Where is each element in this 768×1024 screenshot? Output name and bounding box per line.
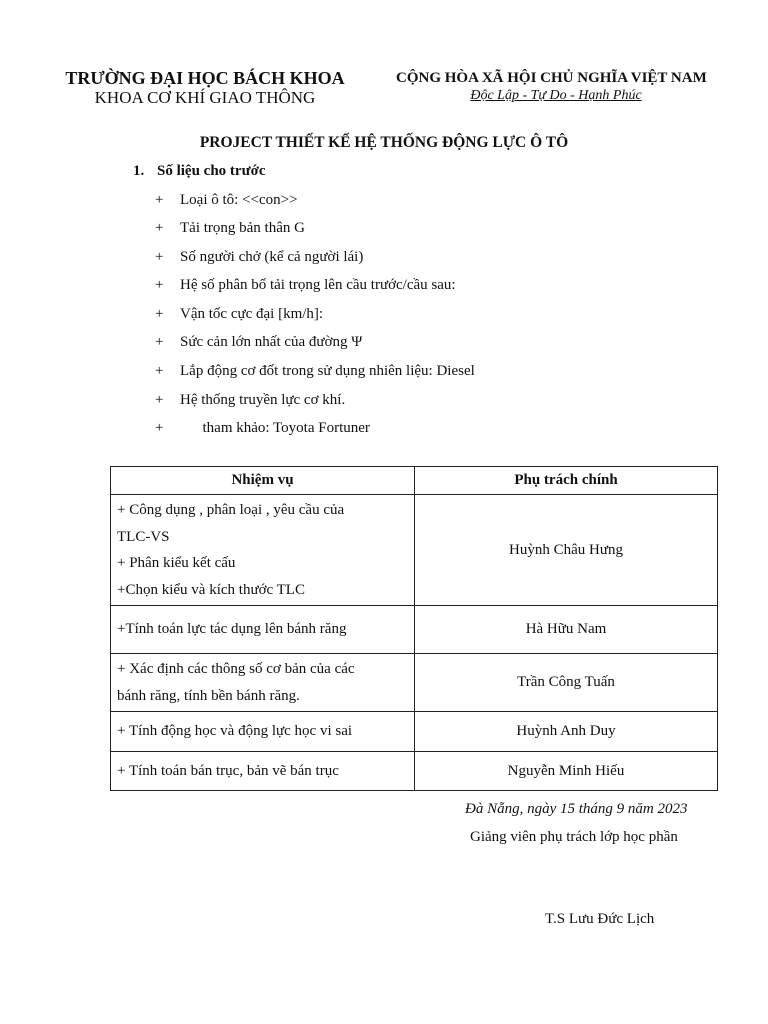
list-item: Sức cản lớn nhất của đường Ψ — [180, 334, 363, 350]
table-row — [111, 752, 718, 791]
task-line: + Phân kiểu kết cấu — [117, 555, 236, 571]
section-number: 1. — [133, 163, 145, 179]
bullet-marker: + — [155, 220, 164, 236]
document-title: PROJECT THIẾT KẾ HỆ THỐNG ĐỘNG LỰC Ô TÔ — [199, 134, 569, 151]
table-header-row — [111, 467, 718, 495]
signer-role: Giảng viên phụ trách lớp học phần — [470, 829, 678, 845]
person-cell: Trần Công Tuấn — [415, 654, 718, 712]
table-row — [111, 495, 718, 606]
date-line: Đà Nẵng, ngày 15 tháng 9 năm 2023 — [465, 801, 688, 817]
person-cell: Nguyễn Minh Hiếu — [415, 752, 718, 791]
person-cell: Huỳnh Anh Duy — [415, 712, 718, 752]
bullet-marker: + — [155, 277, 164, 293]
bullet-marker: + — [155, 392, 164, 408]
task-assignment-table — [110, 466, 718, 791]
task-line: + Xác định các thông số cơ bản của các — [117, 661, 355, 677]
bullet-marker: + — [155, 334, 164, 350]
list-item: Loại ô tô: <<con>> — [180, 192, 298, 208]
task-cell — [111, 752, 415, 791]
table-row — [111, 654, 718, 712]
list-item: Hệ số phân bố tải trọng lên cầu trước/cầu sau: — [180, 277, 456, 293]
column-header-person: Phụ trách chính — [415, 467, 718, 495]
national-motto: Độc Lập - Tự Do - Hạnh Phúc — [470, 88, 642, 103]
task-line: + Tính động học và động lực học vi sai — [117, 723, 353, 740]
task-line: bánh răng, tính bền bánh răng. — [117, 687, 300, 704]
task-line: +Chọn kiểu và kích thước TLC — [117, 581, 305, 598]
table-row — [111, 606, 718, 654]
list-item: Số người chở (kể cả người lái) — [180, 249, 364, 265]
country-name: CỘNG HÒA XÃ HỘI CHỦ NGHĨA VIỆT NAM — [396, 70, 707, 86]
bullet-marker: + — [155, 306, 164, 322]
task-cell — [111, 654, 415, 712]
person-cell: Hà Hữu Nam — [415, 606, 718, 654]
bullet-marker: + — [155, 363, 164, 379]
person-cell: Huỳnh Châu Hưng — [415, 495, 718, 606]
bullet-marker: + — [155, 192, 164, 208]
task-line: TLC-VS — [117, 528, 170, 545]
list-item: Tải trọng bản thân G — [180, 220, 305, 236]
task-cell — [111, 606, 415, 654]
bullet-marker: + — [155, 420, 164, 436]
task-line: + Công dụng , phân loại , yêu cầu của — [117, 502, 345, 518]
list-item: tham khảo: Toyota Fortuner — [180, 420, 370, 436]
task-cell — [111, 495, 415, 606]
signer-name: T.S Lưu Đức Lịch — [545, 911, 655, 927]
bullet-marker: + — [155, 249, 164, 265]
faculty-name: KHOA CƠ KHÍ GIAO THÔNG — [94, 88, 316, 107]
section-title: Số liệu cho trước — [157, 163, 266, 179]
university-name: TRƯỜNG ĐẠI HỌC BÁCH KHOA — [65, 68, 345, 88]
list-item: Lắp động cơ đốt trong sử dụng nhiên liệu: Diesel — [180, 363, 475, 379]
task-line: + Tính toán bán trục, bản vẽ bán trục — [117, 762, 339, 779]
list-item: Hệ thống truyền lực cơ khí. — [180, 392, 346, 408]
table-row — [111, 712, 718, 752]
column-header-task: Nhiệm vụ — [111, 467, 415, 495]
list-item: Vận tốc cực đại [km/h]: — [180, 306, 324, 322]
task-line: +Tính toán lực tác dụng lên bánh răng — [117, 621, 347, 638]
task-cell — [111, 712, 415, 752]
